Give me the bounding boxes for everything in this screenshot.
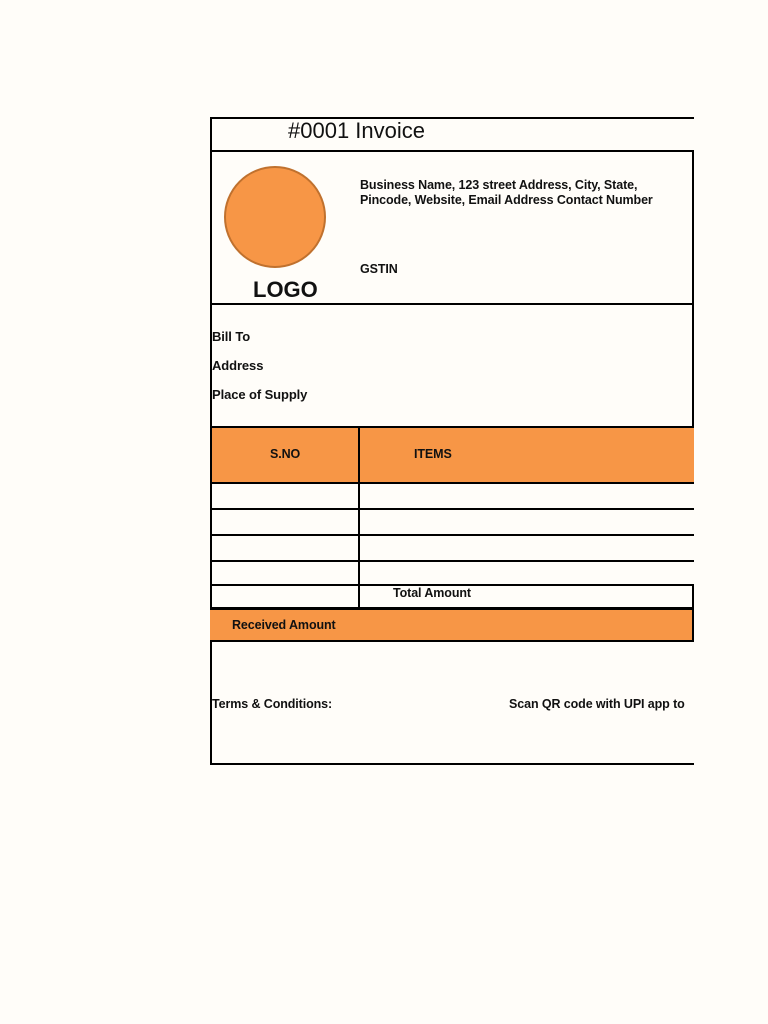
invoice-sheet bbox=[210, 117, 694, 765]
table-header-bottom-border bbox=[210, 482, 694, 484]
sheet-right-border bbox=[692, 151, 694, 427]
received-amount-label: Received Amount bbox=[232, 618, 336, 632]
logo-label: LOGO bbox=[253, 277, 318, 302]
col-header-items: ITEMS bbox=[414, 447, 452, 461]
business-address-line2: Pincode, Website, Email Address Contact Number bbox=[360, 193, 653, 207]
title-top-border bbox=[210, 117, 694, 119]
sheet-bottom-border bbox=[210, 763, 694, 765]
logo-section-bottom-border bbox=[210, 303, 694, 305]
terms-conditions-label: Terms & Conditions: bbox=[212, 697, 333, 711]
table-row bbox=[210, 534, 694, 536]
bill-to-label: Bill To bbox=[212, 329, 251, 344]
qr-scan-text: Scan QR code with UPI app to bbox=[509, 697, 685, 711]
logo-circle bbox=[224, 166, 326, 268]
table-row bbox=[210, 508, 694, 510]
total-amount-label: Total Amount bbox=[393, 586, 471, 600]
address-label: Address bbox=[212, 358, 264, 373]
place-of-supply-label: Place of Supply bbox=[212, 387, 308, 402]
table-row bbox=[210, 560, 694, 562]
title-bottom-border bbox=[210, 150, 694, 152]
col-header-sno: S.NO bbox=[270, 447, 301, 461]
column-divider bbox=[358, 426, 360, 608]
business-address-line1: Business Name, 123 street Address, City, State, bbox=[360, 178, 638, 192]
gstin-label: GSTIN bbox=[360, 262, 398, 276]
total-row-right-border bbox=[692, 584, 694, 608]
invoice-title: #0001 Invoice bbox=[288, 118, 425, 143]
